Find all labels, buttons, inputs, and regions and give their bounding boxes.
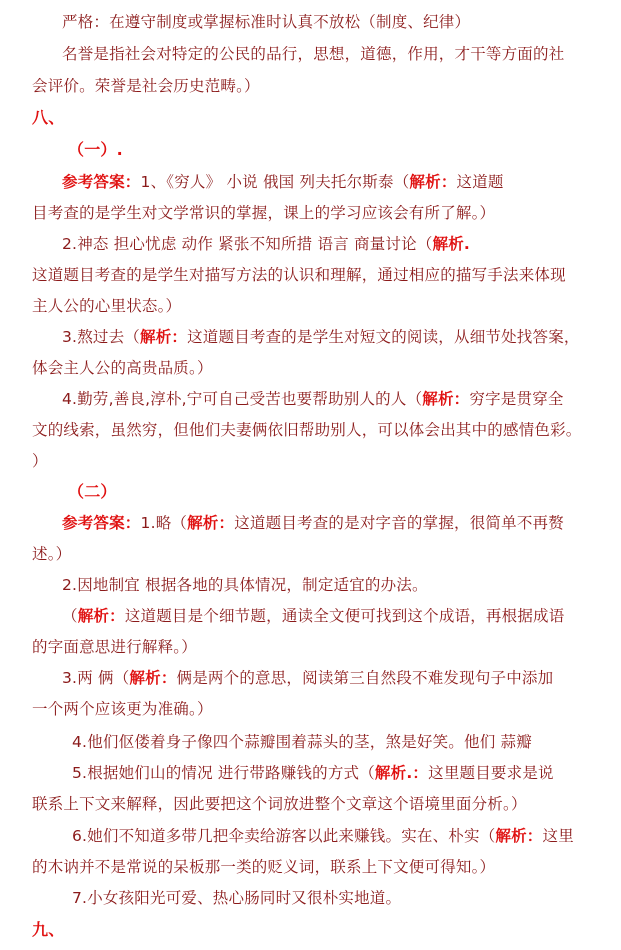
line-text: 名誉是指社会对特定的公民的品行，思想，道德，作用，才干等方面的社: [62, 45, 565, 63]
text-line: [32, 699, 621, 719]
text-line: [32, 637, 621, 657]
answer-text: 4.勤劳,善良,淳朴,宁可自己受苦也要帮助别人的人（: [62, 390, 423, 408]
answer-text: 3.两 俩（: [62, 669, 130, 687]
analysis-label: 解析.：: [374, 764, 429, 782]
answer-line: [62, 668, 621, 688]
text-line: [62, 44, 621, 64]
heading-text: 八、: [32, 108, 65, 127]
line-text: 这道题目考查的是学生对描写方法的认识和理解，通过相应的描写手法来体现: [32, 266, 566, 284]
answer-text: 3.熬过去（: [62, 328, 140, 346]
answer-label: 参考答案：: [62, 514, 141, 532]
text-line: [32, 857, 621, 877]
line-text: 联系上下文来解释，因此要把这个词放进整个文章这个语境里面分析。）: [32, 795, 527, 813]
answer-line: [62, 234, 621, 254]
heading-text: （一）.: [68, 140, 123, 159]
open-paren: （: [62, 607, 78, 625]
text-line: [32, 451, 621, 471]
line-text: 的字面意思进行解释。）: [32, 638, 197, 656]
analysis-text: 这道题: [456, 173, 504, 191]
text-line: [32, 296, 621, 316]
answer-line: [62, 606, 621, 626]
analysis-label: 解析：: [495, 827, 543, 845]
analysis-label: 解析：: [77, 607, 125, 625]
analysis-text: 穷字是贯穿全: [469, 390, 564, 408]
subsection-heading: [68, 482, 621, 502]
text-line: [62, 12, 621, 32]
answer-text: 1、《穷人》 小说 俄国 列夫托尔斯泰（: [140, 173, 410, 191]
analysis-label: 解析.: [432, 235, 471, 253]
text-line: [32, 76, 621, 96]
answer-line: [72, 763, 621, 783]
answer-text: 6.她们不知道多带几把伞卖给游客以此来赚钱。实在、朴实（: [72, 827, 496, 845]
analysis-text: 这里题目要求是说: [428, 764, 554, 782]
line-text: 一个两个应该更为准确。）: [32, 700, 213, 718]
analysis-text: 这道题目考查的是对字音的掌握，很简单不再赘: [234, 514, 564, 532]
answer-text: 4.他们伛偻着身子像四个蒜瓣围着蒜头的茎，煞是好笑。他们 蒜瓣: [72, 733, 532, 751]
text-line: [32, 420, 621, 440]
subsection-heading: [68, 140, 621, 160]
line-text: 主人公的心里状态。）: [32, 297, 182, 315]
answer-line: [62, 389, 621, 409]
answer-text: 2.因地制宜 根据各地的具体情况，制定适宜的办法。: [62, 576, 428, 594]
text-line: [32, 794, 621, 814]
answer-line: [72, 826, 621, 846]
text-line: [32, 265, 621, 285]
analysis-text: 俩是两个的意思，阅读第三自然段不难发现句子中添加: [176, 669, 554, 687]
analysis-label: 解析：: [187, 514, 235, 532]
analysis-label: 解析：: [409, 173, 457, 191]
line-text: 述。）: [32, 545, 72, 563]
answer-line: [62, 327, 621, 347]
answer-line: [72, 888, 621, 908]
analysis-label: 解析：: [422, 390, 470, 408]
heading-text: 九、: [32, 920, 65, 939]
answer-text: 1.略（: [140, 514, 188, 532]
text-line: [32, 203, 621, 223]
answer-line: [62, 513, 621, 533]
answer-label: 参考答案：: [62, 173, 141, 191]
text-line: [32, 544, 621, 564]
line-text: ）: [32, 452, 48, 470]
section-heading: [32, 920, 621, 940]
analysis-text: 这道题目是个细节题，通读全文便可找到这个成语，再根据成语: [124, 607, 565, 625]
answer-line: [62, 575, 621, 595]
analysis-text: 这里: [542, 827, 574, 845]
answer-text: 5.根据她们山的情况 进行带路赚钱的方式（: [72, 764, 375, 782]
line-text: 的木讷并不是常说的呆板那一类的贬义词，联系上下文便可得知。）: [32, 858, 496, 876]
line-text: 文的线索，虽然穷，但他们夫妻俩依旧帮助别人，可以体会出其中的感情色彩。: [32, 421, 582, 439]
line-text: 严格：在遵守制度或掌握标准时认真不放松（制度、纪律）: [62, 13, 471, 31]
answer-text: 2.神态 担心忧虑 动作 紧张不知所措 语言 商量讨论（: [62, 235, 433, 253]
answer-text: 7.小女孩阳光可爱、热心肠同时又很朴实地道。: [72, 889, 402, 907]
text-line: [32, 358, 621, 378]
line-text: 目考查的是学生对文学常识的掌握，课上的学习应该会有所了解。）: [32, 204, 496, 222]
section-heading: [32, 108, 621, 128]
heading-text: （二）: [68, 482, 117, 501]
analysis-text: 这道题目考查的是学生对短文的阅读，从细节处找答案，: [187, 328, 580, 346]
line-text: 会评价。荣誉是社会历史范畴。）: [32, 77, 260, 95]
analysis-label: 解析：: [140, 328, 188, 346]
analysis-label: 解析：: [129, 669, 177, 687]
answer-line: [62, 172, 621, 192]
line-text: 体会主人公的高贵品质。）: [32, 359, 213, 377]
answer-line: [72, 732, 621, 752]
